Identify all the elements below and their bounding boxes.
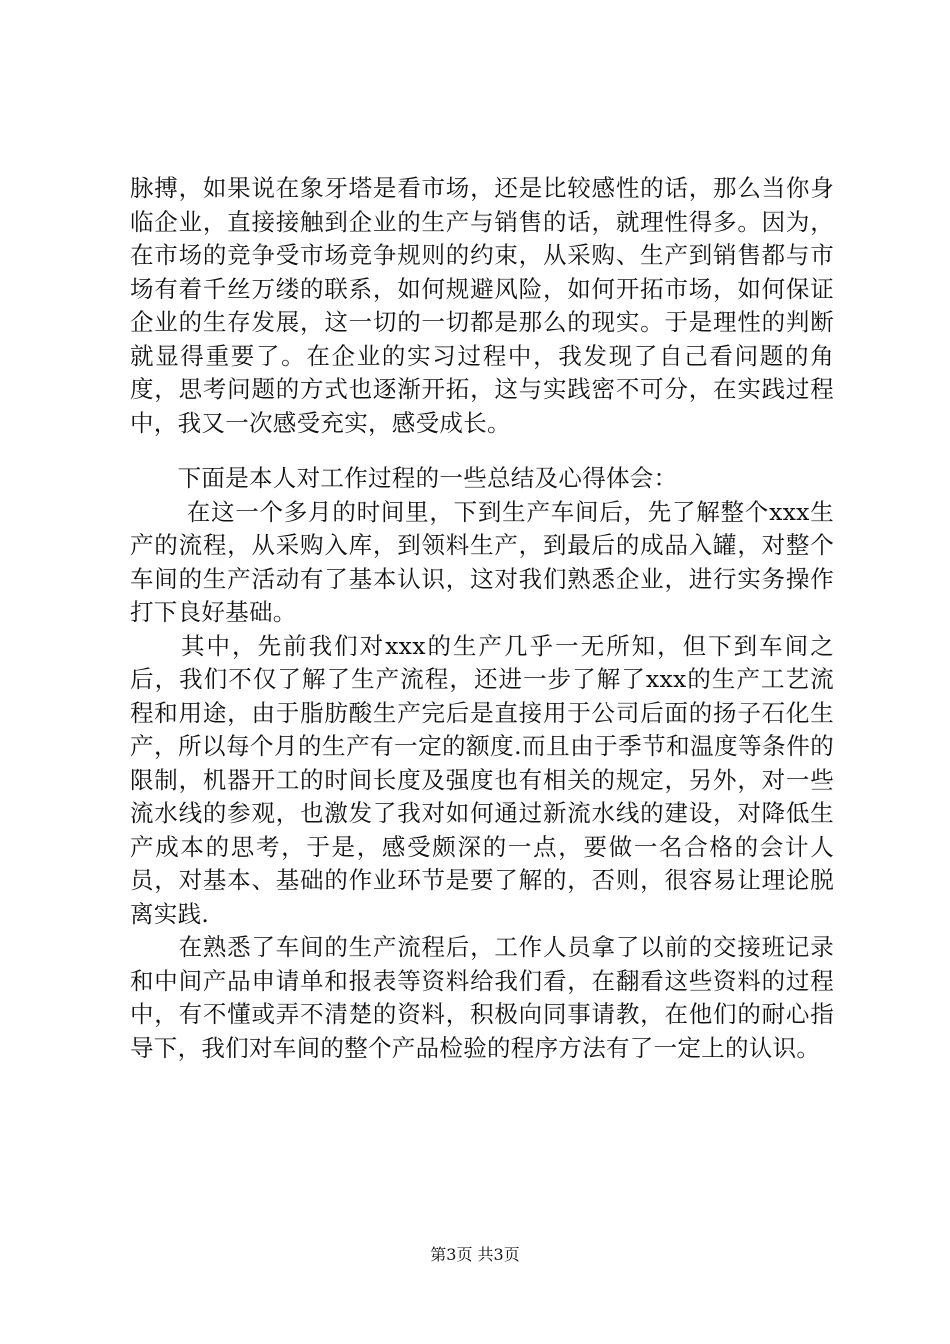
- paragraph-1: 脉搏，如果说在象牙塔是看市场，还是比较感性的话，那么当你身临企业，直接接触到企业的生产与销售的话，就理性得多。因为，在市场的竞争受市场竞争规则的约束，从采购、生产到销售都与市场有着千丝万缕的联系，如何规避风险，如何开拓市场，如何保证企业的生存发展，这一切的一切都是那么的现实。于是理性的判断就显得重要了。在企业的实习过程中，我发现了自己看问题的角度，思考问题的方式也逐渐开拓，这与实践密不可分，在实践过程中，我又一次感受充实，感受成长。: [130, 174, 834, 437]
- document-body: [130, 172, 834, 1065]
- paragraph-4: 其中，先前我们对xxx的生产几乎一无所知，但下到车间之后，我们不仅了解了生产流程，还进一步了解了xxx的生产工艺流程和用途，由于脂肪酸生产完后是直接用于公司后面的扬子石化生产，所以每个月的生产有一定的额度.而且由于季节和温度等条件的限制，机器开工的时间长度及强度也有相关的规定，另外，对一些流水线的参观，也激发了我对如何通过新流水线的建设，对降低生产成本的思考，于是，感受颇深的一点，要做一名合格的会计人员，对基本、基础的作业环节是要了解的，否则，很容易让理论脱离实践.: [130, 631, 834, 928]
- paragraph-5: 在熟悉了车间的生产流程后，工作人员拿了以前的交接班记录和中间产品申请单和报表等资料给我们看，在翻看这些资料的过程中，有不懂或弄不清楚的资料，积极向同事请教，在他们的耐心指导下，我们对车间的整个产品检验的程序方法有了一定上的认识。: [130, 933, 834, 1062]
- paragraph-3: 在这一个多月的时间里，下到生产车间后，先了解整个xxx生产的流程，从采购入库，到领料生产，到最后的成品入罐，对整个车间的生产活动有了基本认识，这对我们熟悉企业，进行实务操作打下良好基础。: [130, 497, 834, 626]
- paragraph-2: 下面是本人对工作过程的一些总结及心得体会：: [130, 464, 678, 492]
- page-footer: 第3页 共3页: [430, 1245, 520, 1264]
